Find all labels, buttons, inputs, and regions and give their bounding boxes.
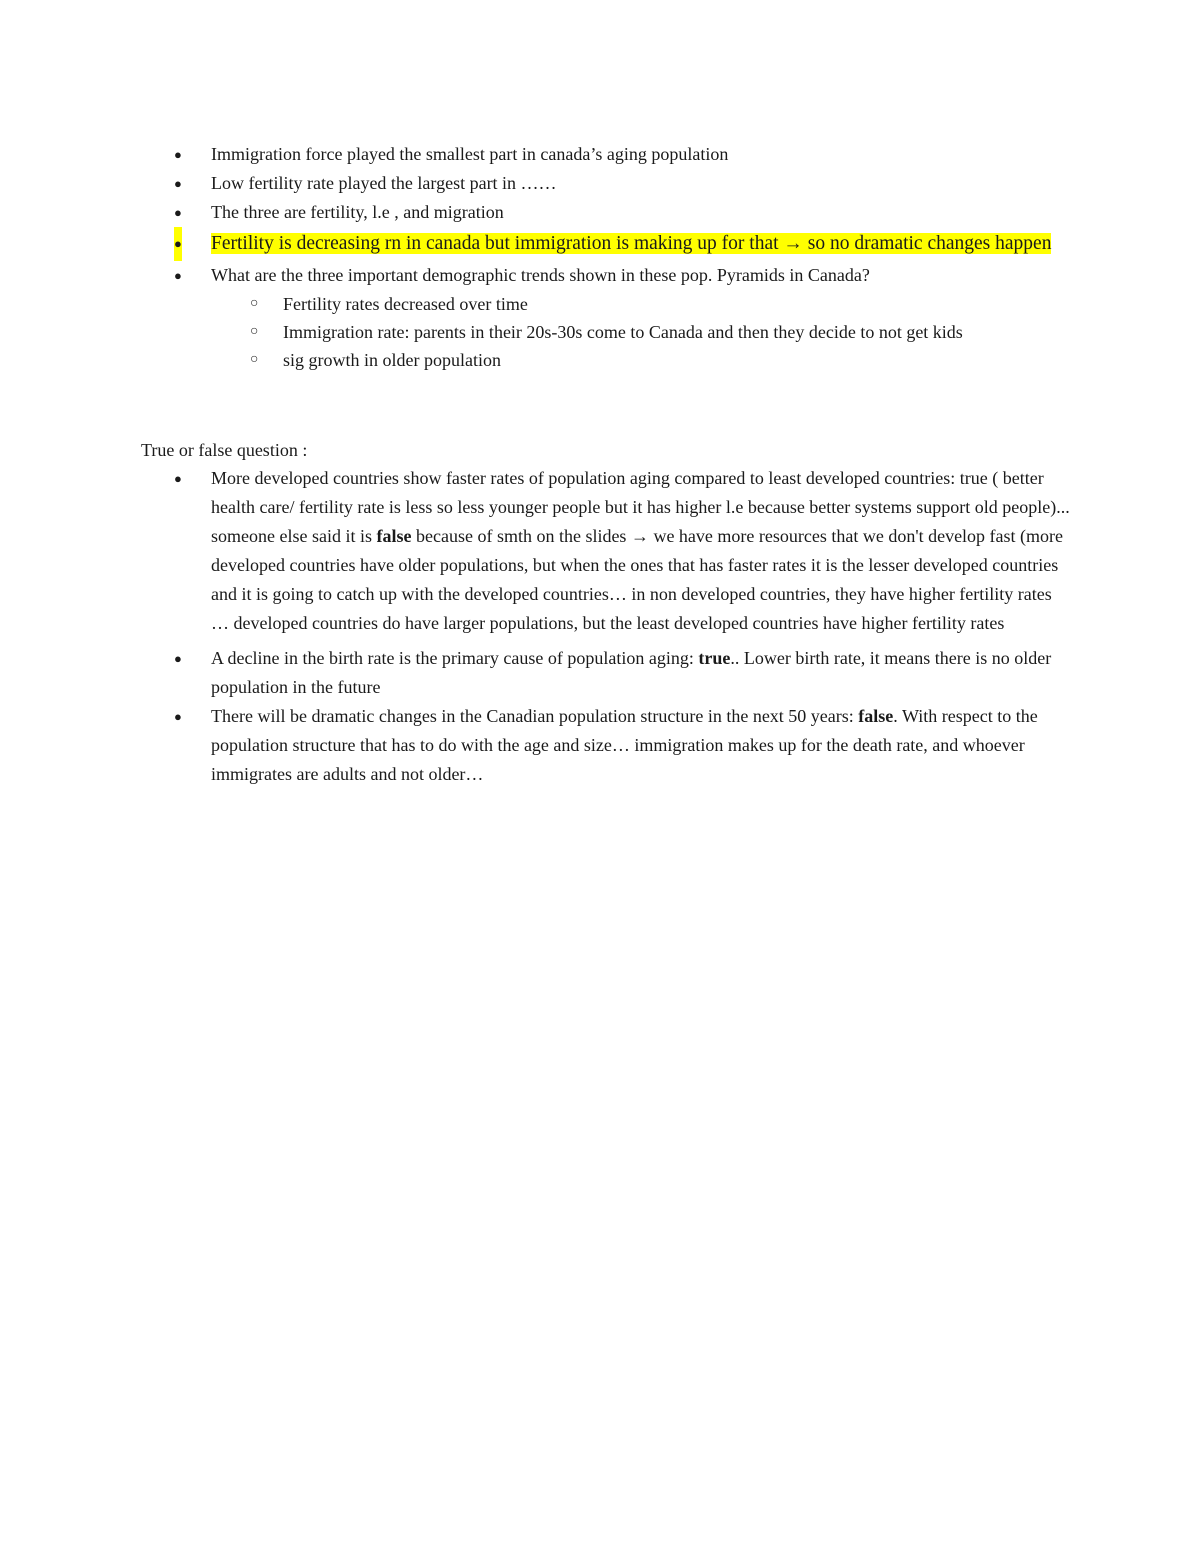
highlighted-list-item bbox=[0, 227, 1071, 261]
circle-bullet-icon: ○ bbox=[250, 295, 259, 311]
list-item bbox=[0, 261, 1071, 290]
sub-list-item-text: Fertility rates decreased over time bbox=[283, 293, 528, 314]
sub-list-item-text: Immigration rate: parents in their 20s-30s come to Canada and then they decide to not get kids bbox=[283, 321, 963, 342]
answer-text: false bbox=[376, 526, 412, 546]
list-item-text: Immigration force played the smallest part in canada’s aging population bbox=[211, 144, 729, 164]
highlighted-text: Fertility is decreasing rn in canada but immigration is making up for that → so no dramatic changes happen bbox=[211, 233, 1052, 254]
list-item-text: What are the three important demographic trends shown in these pop. Pyramids in Canada? bbox=[211, 264, 870, 285]
question-item bbox=[0, 702, 1071, 789]
list-item-text: Low fertility rate played the largest part in …… bbox=[211, 173, 557, 193]
bullet-icon: ● bbox=[174, 709, 182, 724]
bullet-icon: ● bbox=[174, 227, 182, 261]
question-text: There will be dramatic changes in the Canadian population structure in the next 50 years: false. With respect to the population structure that has to do with the age and size… immigration makes up for the death rate, and whoever immigrates are adults and not older… bbox=[211, 706, 1038, 784]
question-text: More developed countries show faster rates of population aging compared to least developed countries: true ( better health care/ fertility rate is less so less younger people but it has higher l.e because better systems support old people)... someone else said it is false because of smth on the slides → we have more resources that we don't develop fast (more developed countries have older populations, but when the ones that has faster rates it is the lesser developed countries and it is going to catch up with the developed countries… in non developed countries, they have higher fertility rates … developed countries do have larger populations, but the least developed countries have higher fertility rates bbox=[211, 468, 1070, 633]
sub-list-item bbox=[0, 290, 1073, 318]
bullet-icon: ● bbox=[174, 205, 182, 220]
sub-list-item bbox=[0, 318, 1073, 346]
bullet-icon: ● bbox=[174, 267, 182, 283]
circle-bullet-icon: ○ bbox=[250, 351, 259, 367]
question-text: A decline in the birth rate is the primary cause of population aging: true.. Lower birth rate, it means there is no older population in the future bbox=[211, 648, 1052, 697]
bullet-icon: ● bbox=[174, 176, 182, 191]
answer-text: false bbox=[858, 706, 894, 726]
sub-list-item-text: sig growth in older population bbox=[283, 349, 501, 370]
list-item-text: The three are fertility, l.e , and migration bbox=[211, 202, 504, 222]
circle-bullet-icon: ○ bbox=[250, 323, 259, 339]
true-false-list bbox=[0, 464, 1071, 789]
answer-text: true bbox=[698, 648, 731, 668]
list-item bbox=[0, 169, 1071, 198]
question-item bbox=[0, 464, 1071, 638]
question-item bbox=[0, 644, 1071, 702]
sub-list-item bbox=[0, 346, 1073, 374]
section-heading: True or false question : bbox=[141, 440, 308, 460]
bullet-icon: ● bbox=[174, 651, 182, 666]
bullet-icon: ● bbox=[174, 471, 182, 486]
notes-list bbox=[0, 140, 1073, 374]
list-item bbox=[0, 198, 1071, 227]
bullet-icon: ● bbox=[174, 147, 182, 162]
list-item bbox=[0, 140, 1071, 169]
